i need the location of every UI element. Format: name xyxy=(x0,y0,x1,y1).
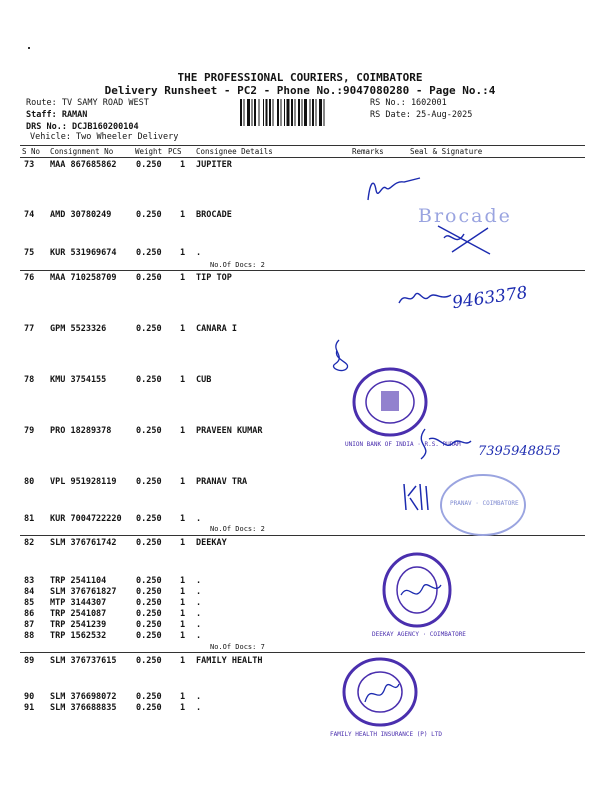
row-consignment-no: TRP 2541104 xyxy=(50,576,107,586)
row-sno: 75 xyxy=(24,248,35,258)
row-weight: 0.250 xyxy=(136,587,162,597)
row-weight: 0.250 xyxy=(136,656,162,666)
row-weight: 0.250 xyxy=(136,514,162,524)
docs-note: No.Of Docs: 2 xyxy=(210,525,265,533)
row-consignment-no: SLM 376737615 xyxy=(50,656,117,666)
row-pcs: 1 xyxy=(180,609,186,619)
row-sno: 89 xyxy=(24,656,35,666)
row-consignee: . xyxy=(196,609,202,619)
row-pcs: 1 xyxy=(180,631,186,641)
row-consignment-no: KMU 3754155 xyxy=(50,375,107,385)
row-sno: 88 xyxy=(24,631,35,641)
row-consignment-no: MAA 867685862 xyxy=(50,160,117,170)
row-consignment-no: SLM 376761827 xyxy=(50,587,117,597)
row-pcs: 1 xyxy=(180,248,186,258)
docs-note: No.Of Docs: 2 xyxy=(210,261,265,269)
row-weight: 0.250 xyxy=(136,620,162,630)
row-pcs: 1 xyxy=(180,426,186,436)
col-remarks: Remarks xyxy=(352,147,384,156)
row-consignee: . xyxy=(196,692,202,702)
family-health-stamp: FAMILY HEALTH INSURANCE (P) LTD xyxy=(330,731,442,738)
row-consignee: . xyxy=(196,248,202,258)
row-consignee: . xyxy=(196,598,202,608)
row-consignee: FAMILY HEALTH xyxy=(196,656,263,666)
row-pcs: 1 xyxy=(180,273,186,283)
row-pcs: 1 xyxy=(180,576,186,586)
row-consignment-no: KUR 531969674 xyxy=(50,248,117,258)
row-consignee: PRAVEEN KUMAR xyxy=(196,426,263,436)
row-consignee: . xyxy=(196,587,202,597)
docs-note: No.Of Docs: 7 xyxy=(210,643,265,651)
company-title: THE PROFESSIONAL COURIERS, COIMBATORE xyxy=(177,71,423,84)
row-weight: 0.250 xyxy=(136,375,162,385)
row-consignment-no: SLM 376698072 xyxy=(50,692,117,702)
group-separator xyxy=(20,270,585,271)
col-sno: S No xyxy=(22,147,41,156)
stray-dot xyxy=(28,47,30,49)
header-rule-bottom xyxy=(20,157,585,158)
row-consignment-no: TRP 1562532 xyxy=(50,631,107,641)
row-sno: 84 xyxy=(24,587,35,597)
row-consignment-no: TRP 2541087 xyxy=(50,609,107,619)
row-pcs: 1 xyxy=(180,375,186,385)
drs-label: DRS No.: DCJB160200104 xyxy=(26,122,139,132)
row-pcs: 1 xyxy=(180,620,186,630)
signature-pranav xyxy=(398,480,438,515)
row-weight: 0.250 xyxy=(136,160,162,170)
row-weight: 0.250 xyxy=(136,703,162,713)
signature-jupiter xyxy=(360,170,430,210)
row-consignee: CUB xyxy=(196,375,212,385)
row-sno: 77 xyxy=(24,324,35,334)
row-sno: 87 xyxy=(24,620,35,630)
row-pcs: 1 xyxy=(180,598,186,608)
row-pcs: 1 xyxy=(180,587,186,597)
row-weight: 0.250 xyxy=(136,538,162,548)
header-rule-top xyxy=(20,145,585,146)
row-consignment-no: KUR 7004722220 xyxy=(50,514,122,524)
handwritten-phone: 9463378 xyxy=(450,282,529,314)
col-seal: Seal & Signature xyxy=(410,147,483,156)
deekay-stamp: DEEKAY AGENCY · COIMBATORE xyxy=(372,631,466,638)
col-consignee: Consignee Details xyxy=(196,147,273,156)
row-consignment-no: MAA 710258709 xyxy=(50,273,117,283)
row-pcs: 1 xyxy=(180,210,186,220)
row-sno: 86 xyxy=(24,609,35,619)
row-sno: 73 xyxy=(24,160,35,170)
row-sno: 83 xyxy=(24,576,35,586)
row-consignee: . xyxy=(196,620,202,630)
row-sno: 78 xyxy=(24,375,35,385)
col-pcs: PCS xyxy=(168,147,182,156)
row-consignee: . xyxy=(196,514,202,524)
row-consignee: TIP TOP xyxy=(196,273,232,283)
brocade-stamp: Brocade xyxy=(418,205,512,227)
rs-date: RS Date: 25-Aug-2025 xyxy=(370,110,473,120)
signature-deekay xyxy=(395,575,445,610)
row-consignee: . xyxy=(196,576,202,586)
row-consignee: CANARA I xyxy=(196,324,237,334)
row-consignment-no: MTP 3144307 xyxy=(50,598,107,608)
signature-tip-top xyxy=(395,285,455,310)
row-consignee: DEEKAY xyxy=(196,538,227,548)
row-weight: 0.250 xyxy=(136,273,162,283)
col-consignment: Consignment No xyxy=(50,147,114,156)
signature-brocade xyxy=(430,220,510,260)
union-bank-stamp: UNION BANK OF INDIA · R.S. PURAM xyxy=(345,441,461,448)
pranav-stamp: PRANAV · COIMBATORE xyxy=(450,500,519,507)
row-weight: 0.250 xyxy=(136,631,162,641)
row-pcs: 1 xyxy=(180,656,186,666)
row-weight: 0.250 xyxy=(136,598,162,608)
signature-family-health xyxy=(355,672,405,712)
row-weight: 0.250 xyxy=(136,609,162,619)
row-weight: 0.250 xyxy=(136,576,162,586)
row-weight: 0.250 xyxy=(136,477,162,487)
row-consignee: BROCADE xyxy=(196,210,232,220)
row-sno: 82 xyxy=(24,538,35,548)
group-separator xyxy=(20,652,585,653)
row-sno: 76 xyxy=(24,273,35,283)
row-consignee: . xyxy=(196,703,202,713)
row-sno: 80 xyxy=(24,477,35,487)
row-weight: 0.250 xyxy=(136,324,162,334)
row-pcs: 1 xyxy=(180,514,186,524)
row-consignment-no: VPL 951928119 xyxy=(50,477,117,487)
row-sno: 91 xyxy=(24,703,35,713)
row-pcs: 1 xyxy=(180,324,186,334)
row-pcs: 1 xyxy=(180,160,186,170)
row-weight: 0.250 xyxy=(136,426,162,436)
vehicle-label: Vehicle: Two Wheeler Delivery xyxy=(30,132,179,142)
row-pcs: 1 xyxy=(180,692,186,702)
row-consignee: JUPITER xyxy=(196,160,232,170)
row-weight: 0.250 xyxy=(136,692,162,702)
route-label: Route: TV SAMY ROAD WEST xyxy=(26,98,149,108)
row-consignment-no: SLM 376761742 xyxy=(50,538,117,548)
staff-label: Staff: RAMAN xyxy=(26,110,88,120)
row-sno: 90 xyxy=(24,692,35,702)
row-sno: 81 xyxy=(24,514,35,524)
row-consignee: PRANAV TRA xyxy=(196,477,248,487)
row-pcs: 1 xyxy=(180,538,186,548)
handwritten-phone: 7395948855 xyxy=(478,444,561,459)
col-weight: Weight xyxy=(135,147,163,156)
barcode xyxy=(240,99,364,126)
row-consignee: . xyxy=(196,631,202,641)
runsheet-title: Delivery Runsheet - PC2 - Phone No.:9047080280 - Page No.:4 xyxy=(104,84,496,97)
row-pcs: 1 xyxy=(180,703,186,713)
row-sno: 74 xyxy=(24,210,35,220)
row-consignment-no: TRP 2541239 xyxy=(50,620,107,630)
row-consignment-no: SLM 376688835 xyxy=(50,703,117,713)
row-consignment-no: AMD 30780249 xyxy=(50,210,112,220)
row-sno: 85 xyxy=(24,598,35,608)
signature-praveen xyxy=(405,425,475,465)
row-pcs: 1 xyxy=(180,477,186,487)
row-consignment-no: GPM 5523326 xyxy=(50,324,107,334)
row-consignment-no: PRO 18289378 xyxy=(50,426,112,436)
rs-number: RS No.: 1602001 xyxy=(370,98,447,108)
row-weight: 0.250 xyxy=(136,210,162,220)
row-sno: 79 xyxy=(24,426,35,436)
row-weight: 0.250 xyxy=(136,248,162,258)
